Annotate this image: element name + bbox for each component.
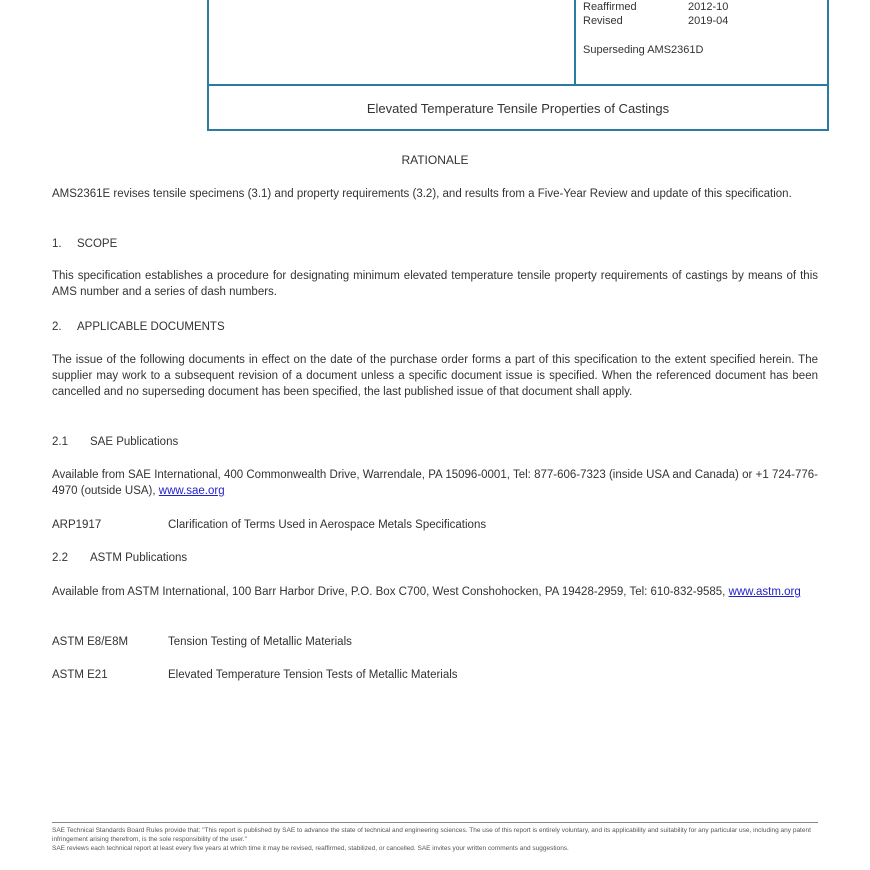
header-box: [207, 0, 829, 131]
footer-line-2: SAE reviews each technical report at least every five years at which time it may be revised, reaffirmed, stabilized, or cancelled. SAE invites your written comments and suggestions.: [52, 845, 569, 852]
section-1-heading: [52, 236, 117, 252]
section-2-1-number: 2.1: [52, 436, 68, 448]
reaffirmed-value: 2012-10: [688, 1, 729, 13]
footer-notice: [52, 826, 818, 853]
footer-divider: [52, 822, 818, 823]
revised-row: [583, 14, 728, 28]
ref-code: ASTM E21: [52, 669, 108, 681]
section-1-number: 1.: [52, 238, 62, 250]
superseding-text: Superseding AMS2361D: [583, 44, 704, 56]
footer-line-1: SAE Technical Standards Board Rules provide that: "This report is published by SAE to advance the state of technical and engineering sciences. The use of this report is entirely voluntary, and its applicability and suitability for any particular use, including any patent infringement arising therefrom, is the sole responsibility of the user.": [52, 827, 811, 843]
sae-text: [52, 467, 818, 499]
ref-code: ARP1917: [52, 519, 102, 531]
revised-value: 2019-04: [688, 15, 729, 27]
revised-label: Revised: [583, 15, 623, 27]
applicable-text: The issue of the following documents in effect on the date of the purchase order forms a part of this specification to the extent specified herein. The supplier may work to a subsequent revision of a document unless a specific document issue is specified. When the referenced document has been cancelled and no superseding document has been specified, the last published issue of that document shall apply.: [52, 354, 818, 398]
header-dates: [583, 0, 728, 56]
scope-text: This specification establishes a procedure for designating minimum elevated temperature tensile property requirements of castings by means of this AMS number and a series of dash numbers.: [52, 270, 818, 298]
section-2-1-title: SAE Publications: [90, 436, 179, 448]
ref-code: ASTM E8/E8M: [52, 636, 129, 648]
reaffirmed-label: Reaffirmed: [583, 1, 637, 13]
sae-address: Available from SAE International, 400 Commonwealth Drive, Warrendale, PA 15096-0001, Tel: 877-606-7323 (inside USA and Canada) or +1 724-776-4970 (outside USA),: [52, 469, 818, 497]
sae-ref-item: [52, 517, 486, 533]
sae-link[interactable]: www.sae.org: [158, 485, 225, 497]
astm-link[interactable]: www.astm.org: [728, 586, 801, 598]
section-2-title: APPLICABLE DOCUMENTS: [77, 321, 225, 333]
astm-ref-item-1: [52, 634, 352, 650]
section-2-2-title: ASTM Publications: [90, 552, 188, 564]
rationale-text: AMS2361E revises tensile specimens (3.1) and property requirements (3.2), and results from a Five-Year Review and update of this specification.: [52, 188, 792, 200]
section-2-2-number: 2.2: [52, 552, 68, 564]
astm-address: Available from ASTM International, 100 Barr Harbor Drive, P.O. Box C700, West Conshohocken, PA 19428-2959, Tel: 610-832-9585,: [52, 586, 726, 598]
astm-ref-item-2: [52, 667, 458, 683]
section-2-number: 2.: [52, 321, 62, 333]
reaffirmed-row: [583, 0, 728, 14]
section-2-2-heading: [52, 550, 187, 566]
ref-title: Clarification of Terms Used in Aerospace Metals Specifications: [168, 519, 487, 531]
ref-title: Tension Testing of Metallic Materials: [168, 636, 352, 648]
astm-text: [52, 584, 818, 600]
ref-title: Elevated Temperature Tension Tests of Metallic Materials: [168, 669, 458, 681]
section-1-title: SCOPE: [77, 238, 118, 250]
rationale-heading: RATIONALE: [401, 153, 469, 167]
section-2-heading: [52, 319, 225, 335]
section-2-1-heading: [52, 434, 178, 450]
document-title: Elevated Temperature Tensile Properties of Castings: [366, 101, 670, 116]
header-divider-vertical: [574, 0, 576, 84]
